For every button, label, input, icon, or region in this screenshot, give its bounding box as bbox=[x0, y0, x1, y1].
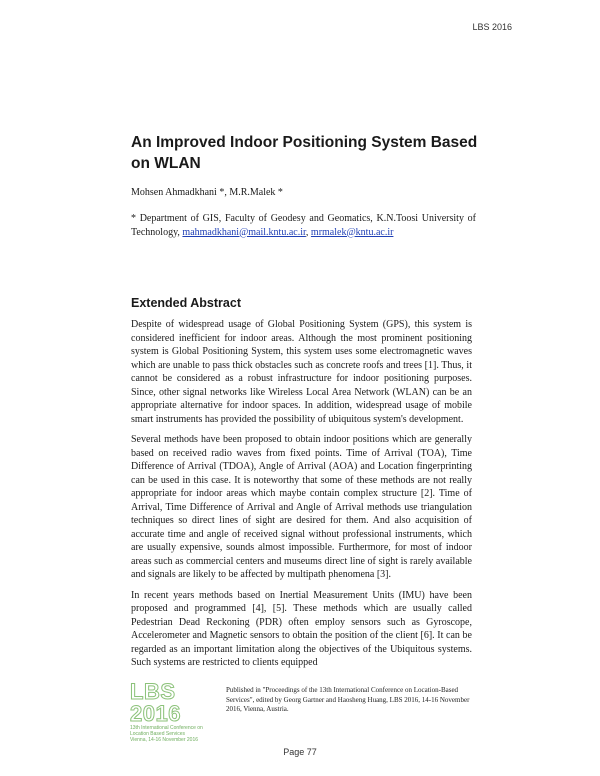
affiliation bbox=[131, 212, 476, 239]
conference-logo bbox=[130, 679, 208, 743]
logo-text: LBS 2016 bbox=[130, 679, 181, 726]
logo-subtitle: 13th International Conference on Location Based Services bbox=[130, 725, 203, 737]
abstract-body bbox=[131, 318, 472, 677]
affiliation-text: * Department of GIS, Faculty of Geodesy and Geomatics, K.N.Toosi University of Technology, bbox=[131, 213, 476, 238]
paragraph: In recent years methods based on Inertial Measurement Units (IMU) have been proposed and programmed [4], [5]. These methods which are usually called Pedestrian Dead Reckoning (PDR) often employ sensors such as Gyroscope, Accelerometer and Magnetic sensors to obtain the position of the client [6]. It can be regarded as an important limitation along the objectives of the Ubiquitous systems. Such systems are restricted to clients equipped bbox=[131, 589, 472, 668]
page-number: Page 77 bbox=[283, 747, 317, 757]
logo-subtitle: Vienna, 14-16 November 2016 bbox=[130, 737, 199, 743]
email-link-ahmadkhani[interactable]: mahmadkhani@mail.kntu.ac.ir bbox=[182, 226, 306, 238]
author-list: Mohsen Ahmadkhani *, M.R.Malek * bbox=[131, 187, 283, 198]
email-separator: , bbox=[305, 226, 311, 238]
paragraph: Despite of widespread usage of Global Positioning System (GPS), this system is considered inefficient for indoor areas. Although the most prominent positioning system is Global Positioning System, this system uses some electromagnetic waves which are unable to pass thick obstacles such as concrete roofs and trees [1]. Thus, it cannot be considered as a robust infrastructure for indoor positioning purposes. Since, other signal networks like Wireless Local Area Network (WLAN) can be an appropriate alternative for indoor spaces. In addition, widespread usage of mobile smart instruments has provided the possibility of ubiquitous system's development. bbox=[131, 319, 472, 425]
paragraph: Several methods have been proposed to obtain indoor positions which are generally based on received radio waves from fixed points. Time of Arrival (TOA), Time Difference of Arrival (TDOA), Angle of Arrival (AOA) and Location fingerprinting can be used in this case. It is noteworthy that some of these methods are not really appropriate for indoor areas which maybe contain complex structure [2]. Time of Arrival, Time Difference of Arrival and Angle of Arrival methods use triangulation techniques so direct lines of sight are desired for them. And also acquisition of accurate time and angle of received signal without professional instruments, which are usually expensive, sounds almost impossible. Furthermore, for most of indoor areas such as commercial centers and museums direct line of sight is rarely available and signals are likely to be affected by multipath phenomena [3]. bbox=[131, 434, 472, 580]
email-link-malek[interactable]: mrmalek@kntu.ac.ir bbox=[310, 226, 394, 238]
section-heading: Extended Abstract bbox=[131, 296, 241, 310]
paper-title: An Improved Indoor Positioning System Based on WLAN bbox=[131, 134, 478, 172]
publication-footnote: Published in "Proceedings of the 13th International Conference on Location-Based Services", edited by Georg Gartner and Haosheng Huang, LBS 2016, 14-16 November 2016, Vienna, Austria. bbox=[226, 686, 470, 713]
running-header: LBS 2016 bbox=[472, 22, 512, 32]
